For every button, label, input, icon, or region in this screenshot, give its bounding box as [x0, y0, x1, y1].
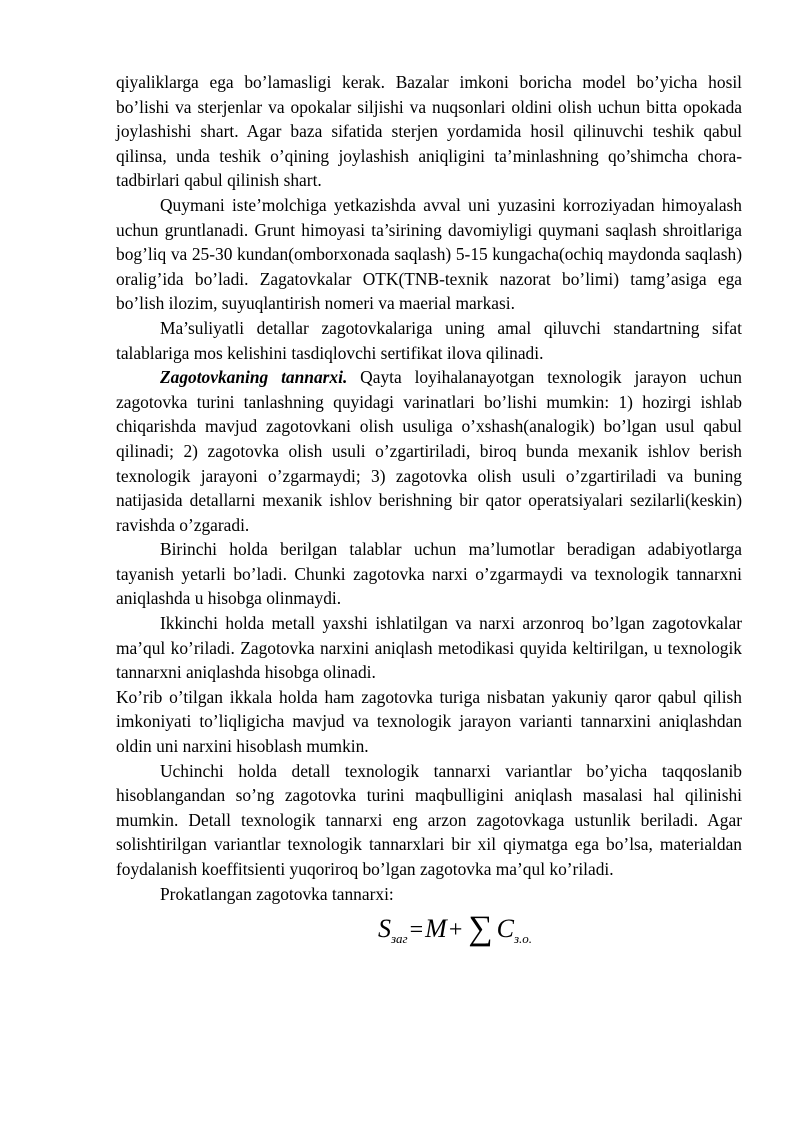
paragraph-rolled-blank: Prokatlangan zagotovka tannarxi:	[160, 883, 394, 904]
cost-formula	[116, 910, 742, 954]
document-page	[116, 70, 742, 954]
paragraph-both-cases: Ko’rib o’tilgan ikkala holda ham zagotovka turiga nisbatan yakuniy qaror qabul qilish imkoniyati to’liqligicha mavjud va texnologik jarayon varianti tannarxini aniqlashdan oldin uni narxini hisoblash mumkin.	[116, 686, 742, 757]
paragraph-third-case: Uchinchi holda detall texnologik tannarxi variantlar bo’yicha taqqoslanib hisoblangandan so’ng zagotovka turini maqbulligini aniqlash masalasi hal qilinishi mumkin. Detall texnologik tannarxi eng arzon zagotovkaga ustunlik beriladi. Agar solishtirilgan variantlar texnologik tannarxlari bir xil qiymatga ega bo’lsa, materialdan foydalanish koeffitsienti yuqoriroq bo’lgan zagotovka ma’qul ko’riladi.	[116, 760, 742, 879]
paragraph-second-case: Ikkinchi holda metall yaxshi ishlatilgan va narxi arzonroq bo’lgan zagotovkalar ma’qul ko’riladi. Zagotovka narxini aniqlash metodikasi quyida keltirilgan, u texnologik tannarxni aniqlashda hisobga olinadi.	[116, 613, 742, 683]
paragraph-first-case: Birinchi holda berilgan talablar uchun ma’lumotlar beradigan adabiyotlarga tayanish yetarli bo’ladi. Chunki zagotovka narxi o’zgarmaydi va texnologik tannarxni aniqlashda u hisobga olinmaydi.	[116, 539, 742, 609]
paragraph-blank-cost-text: Qayta loyihalanayotgan texnologik jarayon uchun zagotovka turini tanlashning quyidagi varinatlari bo’lishi mumkin: 1) hozirgi ishlab chiqarishda mavjud zagotovkani olish usuliga o’xshash(analogik) bo’lgan usul qabul qilinadi; 2) zagotovka olish usuli o’zgartiriladi, biroq bunda mexanik ishlov berish texnologik jarayoni o’zgarmaydi; 3) zagotovka olish usuli o’zgartiriladi va buning natijasida detallarni mexanik ishlov berishning bir qator operatsiyalari sezilarli(keskin) ravishda o’zgaradi.	[116, 367, 743, 535]
formula-lhs-subscript: заг	[390, 931, 408, 947]
paragraph-blank-cost	[116, 365, 742, 537]
formula-equals-sign: =	[409, 917, 424, 944]
formula-plus-sign: +	[448, 917, 463, 944]
formula-term-m: M	[425, 914, 447, 944]
formula-lhs: S	[377, 914, 391, 944]
paragraph-priming: Quymani iste’molchiga yetkazishda avval uni yuzasini korroziyadan himoyalash uchun gruntlanadi. Grunt himoyasi ta’sirining davomiyligi quymani saqlash shroitlariga bog’liq va 25-30 kundan(omborxonada saqlash) 5-15 kungacha(ochiq maydonda saqlash) oralig’ida bo’ladi. Zagatovkalar OTK(TNB-texnik nazorat bo’limi) tamg’asiga ega bo’lish ilozim, suyuqlantirish nomeri va maerial markasi.	[116, 194, 742, 314]
paragraph-certificate: Ma’suliyatli detallar zagotovkalariga uning amal qiluvchi standartning sifat talablariga mos kelishini tasdiqlovchi sertifikat ilova qilinadi.	[116, 317, 742, 363]
formula-term-c: C	[496, 914, 514, 944]
formula-term-c-subscript: з.о.	[513, 931, 533, 947]
formula-sum-symbol: ∑	[468, 910, 493, 948]
section-heading-blank-cost: Zagotovkaning tannarxi.	[160, 367, 348, 388]
paragraph-bases: qiyaliklarga ega bo’lamasligi kerak. Bazalar imkoni boricha model bo’yicha hosil bo’lishi va sterjenlar va opokalar siljishi va nuqsonlari oldini olish uchun bitta opokada joylashishi shart. Agar baza sifatida sterjen yordamida hosil qilinuvchi teshik qabul qilinsa, unda teshik o’qining joylashish aniqligini ta’minlashning qo’shimcha chora-tadbirlari qabul qilinish shart.	[116, 72, 742, 191]
